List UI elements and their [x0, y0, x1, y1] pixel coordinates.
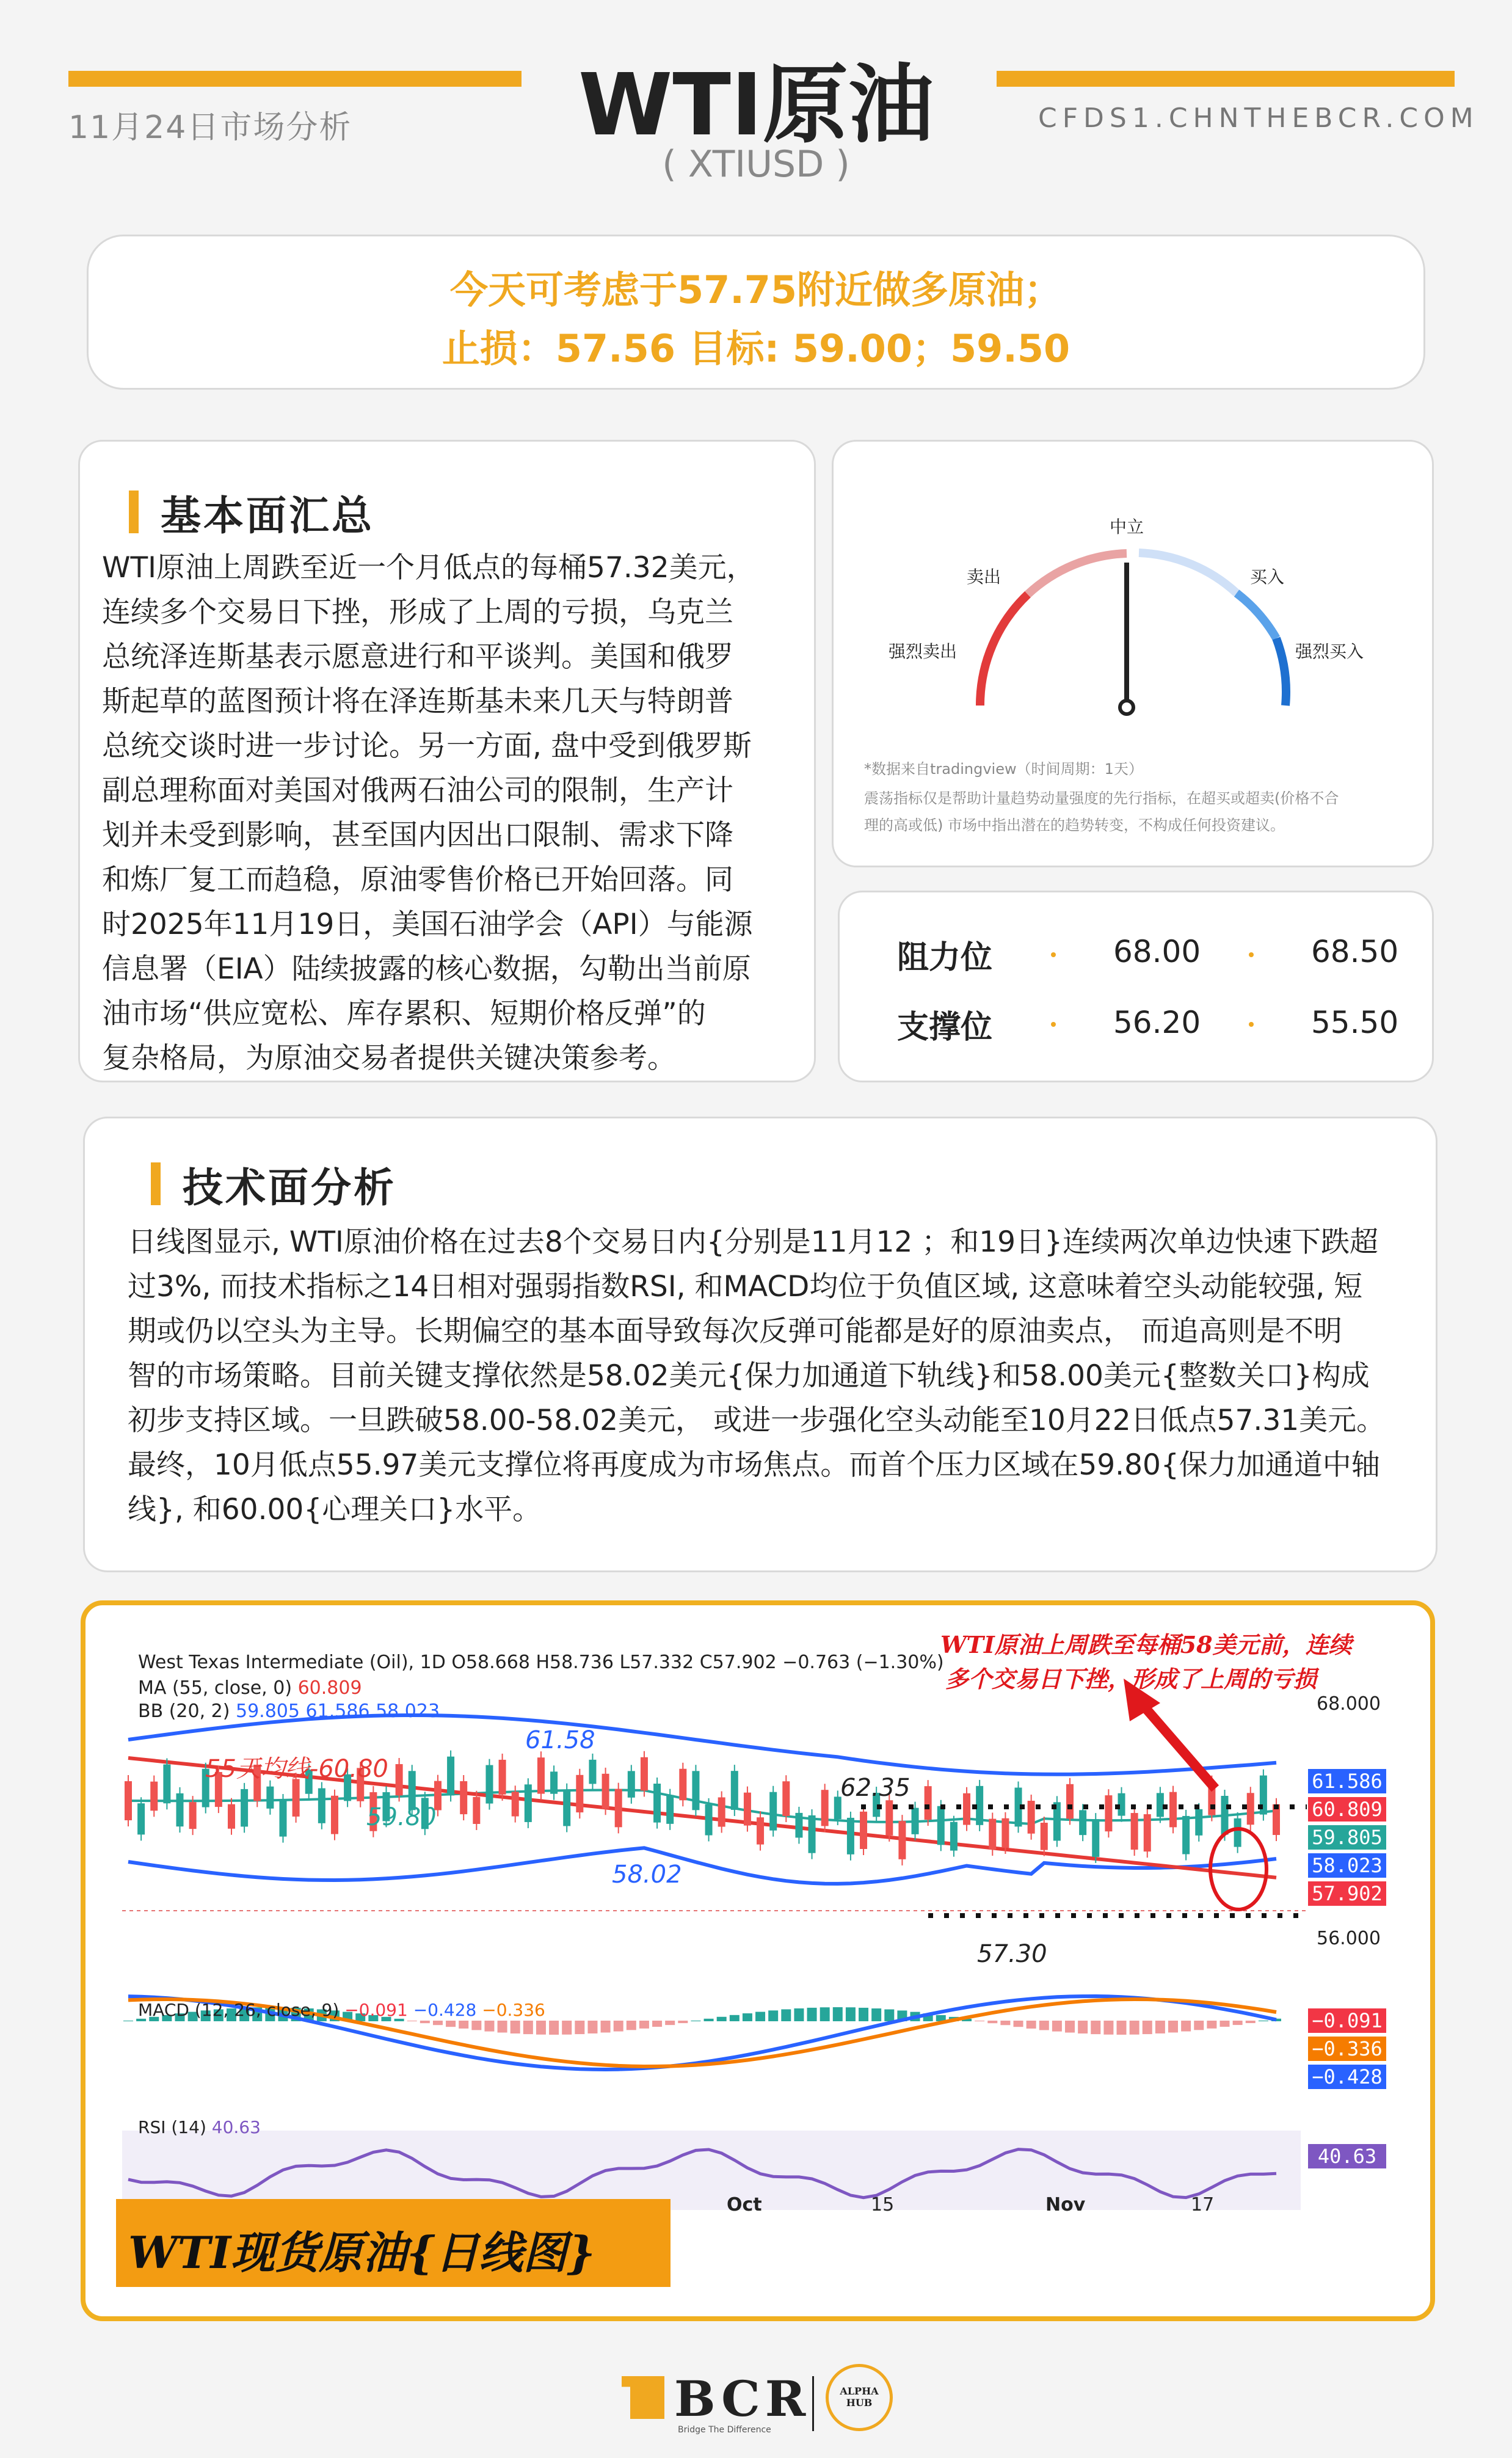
- candle-body: [744, 1793, 751, 1826]
- candle-body: [1221, 1796, 1229, 1835]
- macd-bar: [652, 2021, 662, 2027]
- technical-title: 技术面分析: [183, 1164, 396, 1211]
- candle-body: [150, 1782, 158, 1811]
- candle-body: [318, 1789, 325, 1823]
- badge-bottom: HUB: [846, 2397, 873, 2409]
- gauge-label-strong-buy: 强烈买入: [1295, 641, 1364, 662]
- macd-bar: [459, 2021, 468, 2029]
- candle-body: [499, 1760, 506, 1795]
- resistance-1: 68.00: [1113, 934, 1201, 969]
- candle-body: [653, 1784, 661, 1823]
- macd-bar: [1194, 2021, 1204, 2030]
- technical-line: 线}, 和60.00{心理关口}水平。: [128, 1493, 542, 1526]
- macd-bar: [1233, 2021, 1243, 2025]
- macd-bar: [1000, 2021, 1010, 2025]
- strategy-line-2: 止损：57.56 目标: 59.00；59.50: [442, 326, 1070, 371]
- technical-line: 初步支持区域。一旦跌破58.00-58.02美元， 或进一步强化空头动能至10月22日低点57.31美元。: [128, 1404, 1386, 1437]
- label-ma55: 55天均线-60.80: [205, 1755, 388, 1783]
- fundamentals-line: 斯起草的蓝图预计将在泽连斯基未来几天与特朗普: [102, 685, 733, 718]
- fundamentals-line: WTI原油上周跌至近一个月低点的每桶57.32美元，: [102, 551, 755, 585]
- candle-body: [937, 1806, 945, 1845]
- fundamentals-line: 总统泽连斯基表示愿意进行和平谈判。美国和俄罗: [102, 640, 733, 674]
- candle-body: [1144, 1814, 1151, 1851]
- technical-text: [128, 1220, 1398, 1532]
- macd-bar: [1052, 2021, 1062, 2032]
- macd-bar: [781, 2009, 791, 2021]
- macd-bar: [627, 2021, 636, 2030]
- macd-bar: [1143, 2021, 1152, 2034]
- symbol-subtitle: ( XTIUSD ): [662, 143, 850, 186]
- resistance-2: 68.50: [1311, 934, 1399, 969]
- label-top: 61.58: [525, 1726, 595, 1754]
- candle-body: [963, 1793, 970, 1825]
- bcr-logo-mark: [622, 2376, 664, 2419]
- candle-body: [809, 1815, 816, 1853]
- rsi-band: [122, 2131, 1301, 2210]
- gauge-card: [832, 440, 1434, 867]
- technical-line: 期或仍以空头为主导。长期偏空的基本面导致每次反弹可能都是好的原油卖点， 而追高则是不明: [128, 1315, 1342, 1348]
- strategy-card: [87, 235, 1425, 390]
- price-tag-bb-upper: 61.586: [1308, 1769, 1386, 1793]
- macd-bar: [446, 2021, 456, 2027]
- macd-bar: [755, 2012, 765, 2021]
- gauge-note-source: *数据来自tradingview（时间周期：1天）: [864, 760, 1143, 778]
- rsi-label: RSI (14): [138, 2117, 206, 2137]
- macd-bar: [1168, 2021, 1178, 2032]
- macd-bar: [820, 2007, 830, 2021]
- macd-bar: [587, 2021, 597, 2033]
- x-label-nov: Nov: [1045, 2194, 1086, 2215]
- macd-bar: [859, 2008, 868, 2021]
- bb-lower-line: [128, 1848, 1276, 1884]
- axis-price-top: 68.000: [1317, 1693, 1381, 1715]
- gauge-pivot: [1120, 701, 1133, 714]
- macd-label: MACD (12, 26, close, 9): [138, 2000, 340, 2020]
- gauge-note-disclaimer-2: 理的高或低) 市场中指出潜在的趋势转变，不构成任何投资建议。: [864, 817, 1285, 834]
- macd-bar: [1207, 2021, 1216, 2029]
- candle-body: [266, 1787, 274, 1809]
- ma-value: 60.809: [297, 1677, 362, 1699]
- candle-body: [537, 1757, 545, 1793]
- support-2: 55.50: [1311, 1005, 1399, 1040]
- macd-bar: [678, 2021, 688, 2023]
- macd-bar: [1027, 2021, 1036, 2029]
- macd-bar: [807, 2008, 817, 2021]
- ma-label: MA (55, close, 0): [138, 1677, 293, 1699]
- candle-body: [1092, 1819, 1099, 1857]
- bb-basis: 59.805: [236, 1701, 300, 1722]
- macd-bar: [730, 2015, 740, 2021]
- macd-bar: [471, 2021, 481, 2030]
- macd-bar: [575, 2021, 584, 2034]
- fundamentals-text: [102, 545, 798, 1081]
- x-label-15: 15: [871, 2194, 895, 2215]
- candle-body: [460, 1781, 467, 1814]
- macd-bar: [1246, 2021, 1256, 2023]
- label-mid: 59.80: [366, 1803, 437, 1831]
- support-label: 支撑位: [897, 1009, 993, 1046]
- candle-body: [782, 1781, 790, 1816]
- candle-body: [176, 1793, 183, 1826]
- candle-body: [602, 1774, 609, 1809]
- macd-hist: −0.091: [344, 2000, 408, 2020]
- candle-body: [241, 1789, 248, 1827]
- price-tag-close: 57.902: [1308, 1881, 1386, 1906]
- candle-body: [1066, 1784, 1074, 1819]
- macd-tag-hist: −0.091: [1308, 2008, 1386, 2033]
- fundamentals-line: 连续多个交易日下挫，形成了上周的亏损，乌克兰: [102, 596, 733, 629]
- x-label-17: 17: [1191, 2194, 1215, 2215]
- fundamentals-line: 时2025年11月19日，美国石油学会（API）与能源: [102, 908, 753, 941]
- macd-bar: [549, 2021, 559, 2035]
- gauge-label-sell: 卖出: [967, 567, 1001, 587]
- price-tag-bb-lower: 58.023: [1308, 1853, 1386, 1878]
- bullet-dot: [1051, 952, 1056, 957]
- chart-card: [81, 1600, 1435, 2321]
- macd-bar: [794, 2008, 804, 2021]
- macd-signal: −0.336: [482, 2000, 545, 2020]
- candle-body: [925, 1786, 932, 1820]
- label-lower: 58.02: [612, 1861, 682, 1889]
- candle-body: [447, 1757, 454, 1796]
- bullet-dot: [1051, 1022, 1056, 1027]
- macd-bar: [846, 2007, 856, 2021]
- candle-body: [293, 1779, 300, 1816]
- fundamentals-line: 副总理称面对美国对俄两石油公司的限制，生产计: [102, 774, 733, 808]
- chart-caption-box: [116, 2199, 671, 2287]
- macd-tag-line: −0.428: [1308, 2065, 1386, 2089]
- resistance-label: 阻力位: [897, 939, 993, 976]
- site-url: CFDS1.CHNTHEBCR.COM: [1038, 103, 1479, 134]
- candle-body: [576, 1775, 583, 1812]
- bullet-dot: [1249, 952, 1254, 957]
- date-label: 11月24日市场分析: [68, 109, 352, 146]
- rsi-indicator: [138, 2117, 261, 2137]
- candle-body: [666, 1795, 674, 1824]
- alpha-hub-badge: [826, 2364, 893, 2431]
- bcr-brand: BCR: [674, 2370, 811, 2427]
- macd-bar: [884, 2010, 894, 2021]
- candle-body: [525, 1784, 532, 1822]
- macd-bar: [1130, 2021, 1139, 2035]
- technical-line: 日线图显示, WTI原油价格在过去8个交易日内{分别是11月12 ；和19日}连续两次单边快速下跌超: [128, 1225, 1378, 1259]
- macd-bar: [1103, 2021, 1113, 2035]
- candle-body: [641, 1757, 648, 1791]
- macd-bar: [420, 2021, 430, 2023]
- candle-body: [731, 1771, 738, 1810]
- candle-body: [1195, 1809, 1202, 1836]
- candle-body: [1079, 1810, 1086, 1835]
- technical-line: 智的市场策略。目前关键支撑依然是58.02美元{保力加通道下轨线}和58.00美元{整数关口}构成: [128, 1359, 1370, 1393]
- macd-indicator: [138, 2000, 545, 2020]
- macd-bar: [511, 2021, 520, 2033]
- macd-bar: [987, 2021, 997, 2023]
- candle-body: [589, 1760, 596, 1784]
- chart-annotation-1: WTI原油上周跌至每桶58美元前，连续: [940, 1631, 1352, 1658]
- fundamentals-card: [78, 440, 816, 1082]
- macd-bar: [1078, 2021, 1088, 2033]
- macd-bar: [1039, 2021, 1049, 2030]
- macd-bar: [498, 2021, 507, 2033]
- candle-body: [189, 1802, 197, 1829]
- chart-caption: WTI现货原油{日线图}: [128, 2226, 595, 2278]
- macd-bar: [1065, 2021, 1075, 2033]
- technical-line: 过3%, 而技术指标之14日相对强弱指数RSI, 和MACD均位于负值区域, 这意味着空头动能较强, 短: [128, 1270, 1363, 1304]
- section-accent: [129, 491, 139, 533]
- macd-bar: [1155, 2021, 1165, 2033]
- candle-body: [821, 1790, 829, 1826]
- candle-body: [898, 1821, 906, 1859]
- candle-body: [912, 1808, 919, 1834]
- candle-body: [1234, 1818, 1241, 1847]
- x-label-oct: Oct: [727, 2194, 762, 2215]
- ma-indicator: [138, 1677, 362, 1699]
- levels-card: [838, 891, 1434, 1082]
- fundamentals-line: 划并未受到影响，甚至国内因出口限制、需求下降: [102, 819, 733, 852]
- macd-tag-signal: −0.336: [1308, 2037, 1386, 2061]
- candle-body: [860, 1812, 867, 1849]
- macd-bar: [484, 2021, 494, 2032]
- candle-body: [473, 1797, 480, 1824]
- price-tag-bb-basis: 59.805: [1308, 1825, 1386, 1850]
- page-title: WTI原油: [578, 56, 934, 155]
- rsi-value: 40.63: [211, 2117, 261, 2137]
- candle-body: [512, 1792, 519, 1816]
- fundamentals-line: 油市场“供应宽松、库存累积、短期价格反弹”的: [102, 997, 706, 1030]
- chart-header: West Texas Intermediate (Oil), 1D O58.668 H58.736 L57.332 C57.902 −0.763 (−1.30%): [138, 1652, 944, 1673]
- candle-body: [563, 1790, 570, 1826]
- candle-body: [137, 1803, 145, 1834]
- macd-bar: [1117, 2021, 1127, 2035]
- gauge-label-neutral: 中立: [1110, 517, 1144, 537]
- bb-upper: 61.586: [305, 1701, 370, 1722]
- candle-body: [692, 1771, 699, 1810]
- label-resist: 62.35: [840, 1774, 910, 1802]
- candle-body: [1001, 1818, 1009, 1848]
- candle-body: [279, 1800, 286, 1837]
- macd-bar: [871, 2008, 881, 2021]
- macd-bar: [614, 2021, 623, 2032]
- candle-body: [705, 1804, 713, 1836]
- macd-bar: [743, 2013, 752, 2021]
- macd-bar: [1181, 2021, 1191, 2032]
- fundamentals-title: 基本面汇总: [161, 492, 374, 539]
- bb-lower: 58.023: [376, 1701, 440, 1722]
- label-low: 57.30: [977, 1940, 1047, 1968]
- candle-body: [847, 1818, 854, 1854]
- fundamentals-line: 总统交谈时进一步讨论。另一方面, 盘中受到俄罗斯: [102, 729, 752, 763]
- candle-body: [1105, 1795, 1112, 1831]
- candle-body: [769, 1792, 777, 1831]
- axis-price-bottom: 56.000: [1317, 1928, 1381, 1949]
- candle-body: [1041, 1823, 1048, 1850]
- strategy-line-1: 今天可考虑于57.75附近做多原油；: [449, 268, 1063, 312]
- chart-annotation-2: 多个交易日下挫，形成了上周的亏损: [945, 1665, 1317, 1693]
- macd-bar: [536, 2021, 546, 2035]
- price-tag-ma: 60.809: [1308, 1797, 1386, 1822]
- bcr-tagline: Bridge The Difference: [678, 2425, 771, 2435]
- macd-bar: [704, 2019, 714, 2021]
- candle-body: [1028, 1801, 1035, 1834]
- bullet-dot: [1249, 1022, 1254, 1027]
- gauge-label-strong-sell: 强烈卖出: [889, 641, 958, 662]
- candle-body: [228, 1804, 235, 1829]
- macd-bar: [523, 2021, 533, 2034]
- technical-line: 最终，10月低点55.97美元支撑位将再度成为市场焦点。而首个压力区域在59.80{保力加通道中轴: [128, 1448, 1380, 1482]
- fundamentals-line: 和炼厂复工而趋稳，原油零售价格已开始回落。同: [102, 863, 733, 897]
- fundamentals-line: 信息署（EIA）陆续披露的核心数据，勾勒出当前原: [102, 952, 751, 986]
- badge-top: ALPHA: [840, 2385, 879, 2397]
- macd-bar: [601, 2021, 611, 2032]
- candle-body: [757, 1817, 764, 1844]
- candle-body: [396, 1764, 403, 1795]
- macd-bar: [717, 2017, 727, 2021]
- candle-body: [1247, 1793, 1254, 1825]
- bb-indicator: [138, 1701, 440, 1722]
- rsi-tag: 40.63: [1308, 2144, 1386, 2168]
- bcr-logo: [622, 2370, 811, 2437]
- fundamentals-line: 复杂格局，为原油交易者提供关键决策参考。: [102, 1041, 676, 1075]
- bb-label: BB (20, 2): [138, 1701, 230, 1722]
- candle-body: [718, 1797, 725, 1826]
- macd-bar: [1014, 2021, 1023, 2027]
- macd-bar: [433, 2021, 443, 2025]
- macd-bar: [768, 2010, 778, 2021]
- macd-bar: [665, 2021, 675, 2025]
- candle-body: [485, 1765, 493, 1804]
- candle-body: [125, 1781, 132, 1820]
- candle-body: [331, 1796, 338, 1834]
- candle-body: [1182, 1816, 1190, 1854]
- footer-divider: [812, 2376, 814, 2431]
- candle-body: [550, 1771, 558, 1793]
- gauge-label-buy: 买入: [1250, 567, 1285, 587]
- macd-bar: [833, 2007, 843, 2021]
- candle-body: [628, 1771, 635, 1797]
- candle-body: [679, 1769, 686, 1801]
- candle-body: [950, 1822, 958, 1851]
- candle-body: [1131, 1813, 1138, 1850]
- macd-bar: [639, 2021, 649, 2029]
- macd-bar: [1220, 2021, 1230, 2027]
- candle-body: [615, 1789, 622, 1828]
- section-accent: [151, 1162, 161, 1205]
- candle-body: [163, 1765, 170, 1804]
- macd-bar: [562, 2021, 572, 2035]
- macd-bar: [1091, 2021, 1100, 2034]
- candle-body: [795, 1813, 802, 1838]
- annotation-arrow: [1136, 1697, 1215, 1789]
- candle-body: [989, 1819, 996, 1850]
- macd-line: −0.428: [413, 2000, 477, 2020]
- candle-body: [885, 1800, 893, 1836]
- gauge-note-disclaimer-1: 震荡指标仅是帮助计量趋势动量强度的先行指标，在超买或超卖(价格不合: [864, 790, 1339, 807]
- technical-card: [83, 1117, 1437, 1572]
- support-1: 56.20: [1113, 1005, 1201, 1040]
- candle-body: [1169, 1792, 1177, 1828]
